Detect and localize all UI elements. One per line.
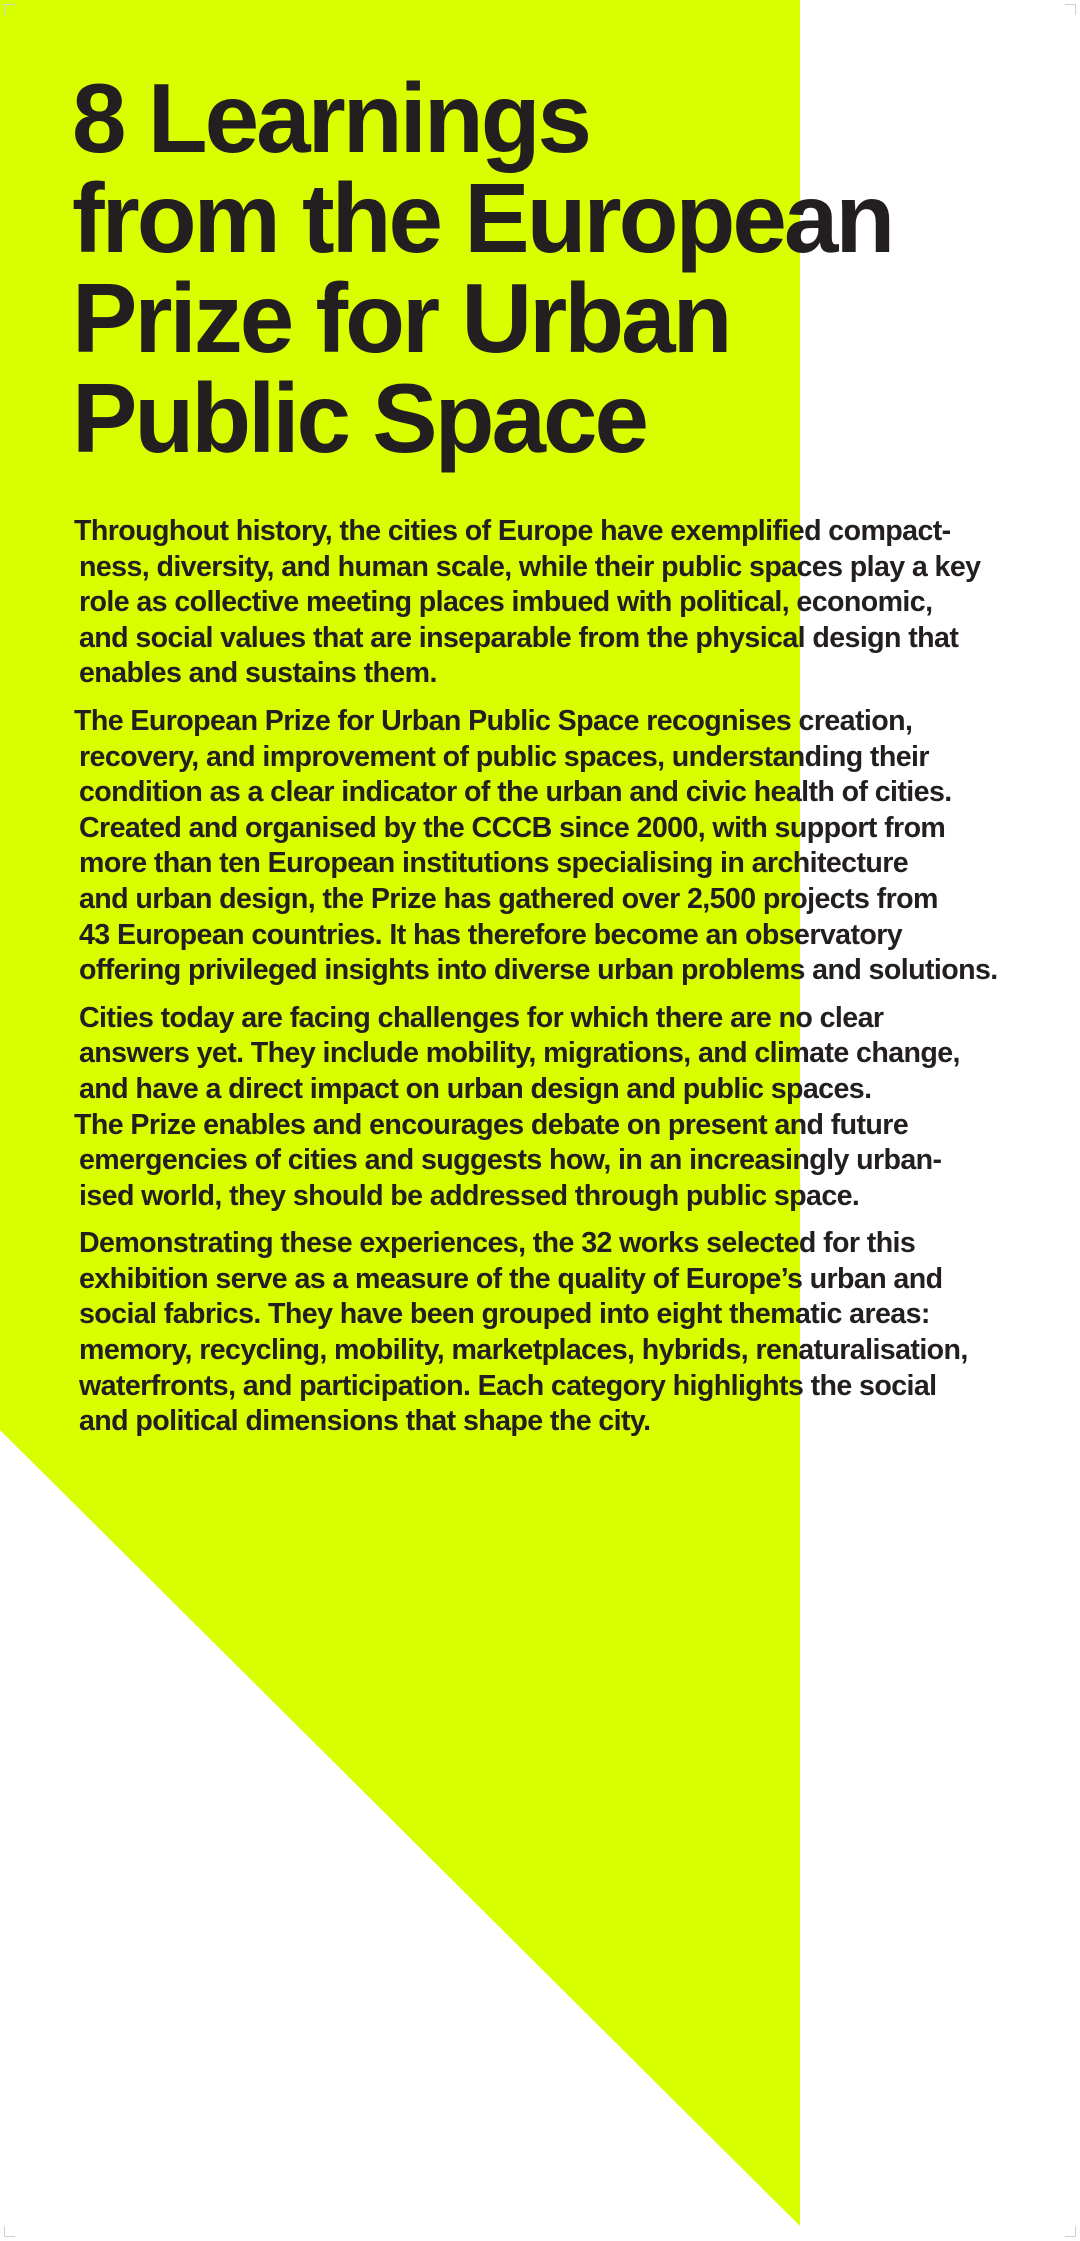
paragraph-history	[74, 514, 1034, 692]
text-line: social fabrics. They have been grouped into eight thematic areas:	[79, 1298, 930, 1331]
paragraph-works	[74, 1226, 1034, 1440]
title-line: 8 Learnings	[72, 63, 590, 173]
text-line: condition as a clear indicator of the urban and civic health of cities.	[79, 776, 952, 809]
text-line: role as collective meeting places imbued with political, economic,	[79, 586, 933, 619]
text-line: The European Prize for Urban Public Space recognises creation,	[74, 704, 913, 737]
text-line: answers yet. They include mobility, migrations, and climate change,	[79, 1037, 960, 1070]
title-line: from the European	[72, 163, 893, 273]
text-line: 43 European countries. It has therefore become an observatory	[79, 918, 903, 951]
text-line: and have a direct impact on urban design and public spaces.	[79, 1072, 872, 1105]
text-line: and urban design, the Prize has gathered over 2,500 projects from	[79, 882, 938, 915]
text-line: Cities today are facing challenges for which there are no clear	[79, 1001, 884, 1034]
text-line: enables and sustains them.	[79, 657, 437, 690]
paragraph-debate	[74, 1108, 1034, 1215]
poster-title	[72, 63, 1062, 473]
title-line: Prize for Urban	[72, 263, 730, 373]
paragraph-prize	[74, 704, 1034, 989]
text-line: memory, recycling, mobility, marketplaces, hybrids, renaturalisation,	[79, 1334, 968, 1367]
text-line: waterfronts, and participation. Each category highlights the social	[79, 1369, 937, 1402]
text-line: more than ten European institutions specialising in architecture	[79, 847, 909, 880]
text-line: and social values that are inseparable from the physical design that	[79, 621, 959, 654]
paragraph-challenges	[74, 1001, 1034, 1108]
text-line: emergencies of cities and suggests how, in an increasingly urban-	[79, 1144, 942, 1177]
text-line: ised world, they should be addressed through public space.	[79, 1179, 860, 1212]
text-line: offering privileged insights into diverse urban problems and solutions.	[79, 954, 998, 987]
text-line: Throughout history, the cities of Europe have exemplified compact-	[74, 515, 951, 547]
title-line: Public Space	[72, 363, 647, 473]
text-line: Created and organised by the CCCB since 2000, with support from	[79, 811, 946, 844]
text-line: and political dimensions that shape the city.	[79, 1405, 651, 1438]
text-line: recovery, and improvement of public spaces, understanding their	[79, 740, 929, 773]
text-line: Demonstrating these experiences, the 32 works selected for this	[79, 1227, 916, 1260]
text-line: ness, diversity, and human scale, while their public spaces play a key	[79, 550, 981, 583]
text-line: exhibition serve as a measure of the quality of Europe’s urban and	[79, 1262, 943, 1295]
text-line: The Prize enables and encourages debate on present and future	[74, 1108, 909, 1141]
intro-text	[74, 514, 1034, 1452]
